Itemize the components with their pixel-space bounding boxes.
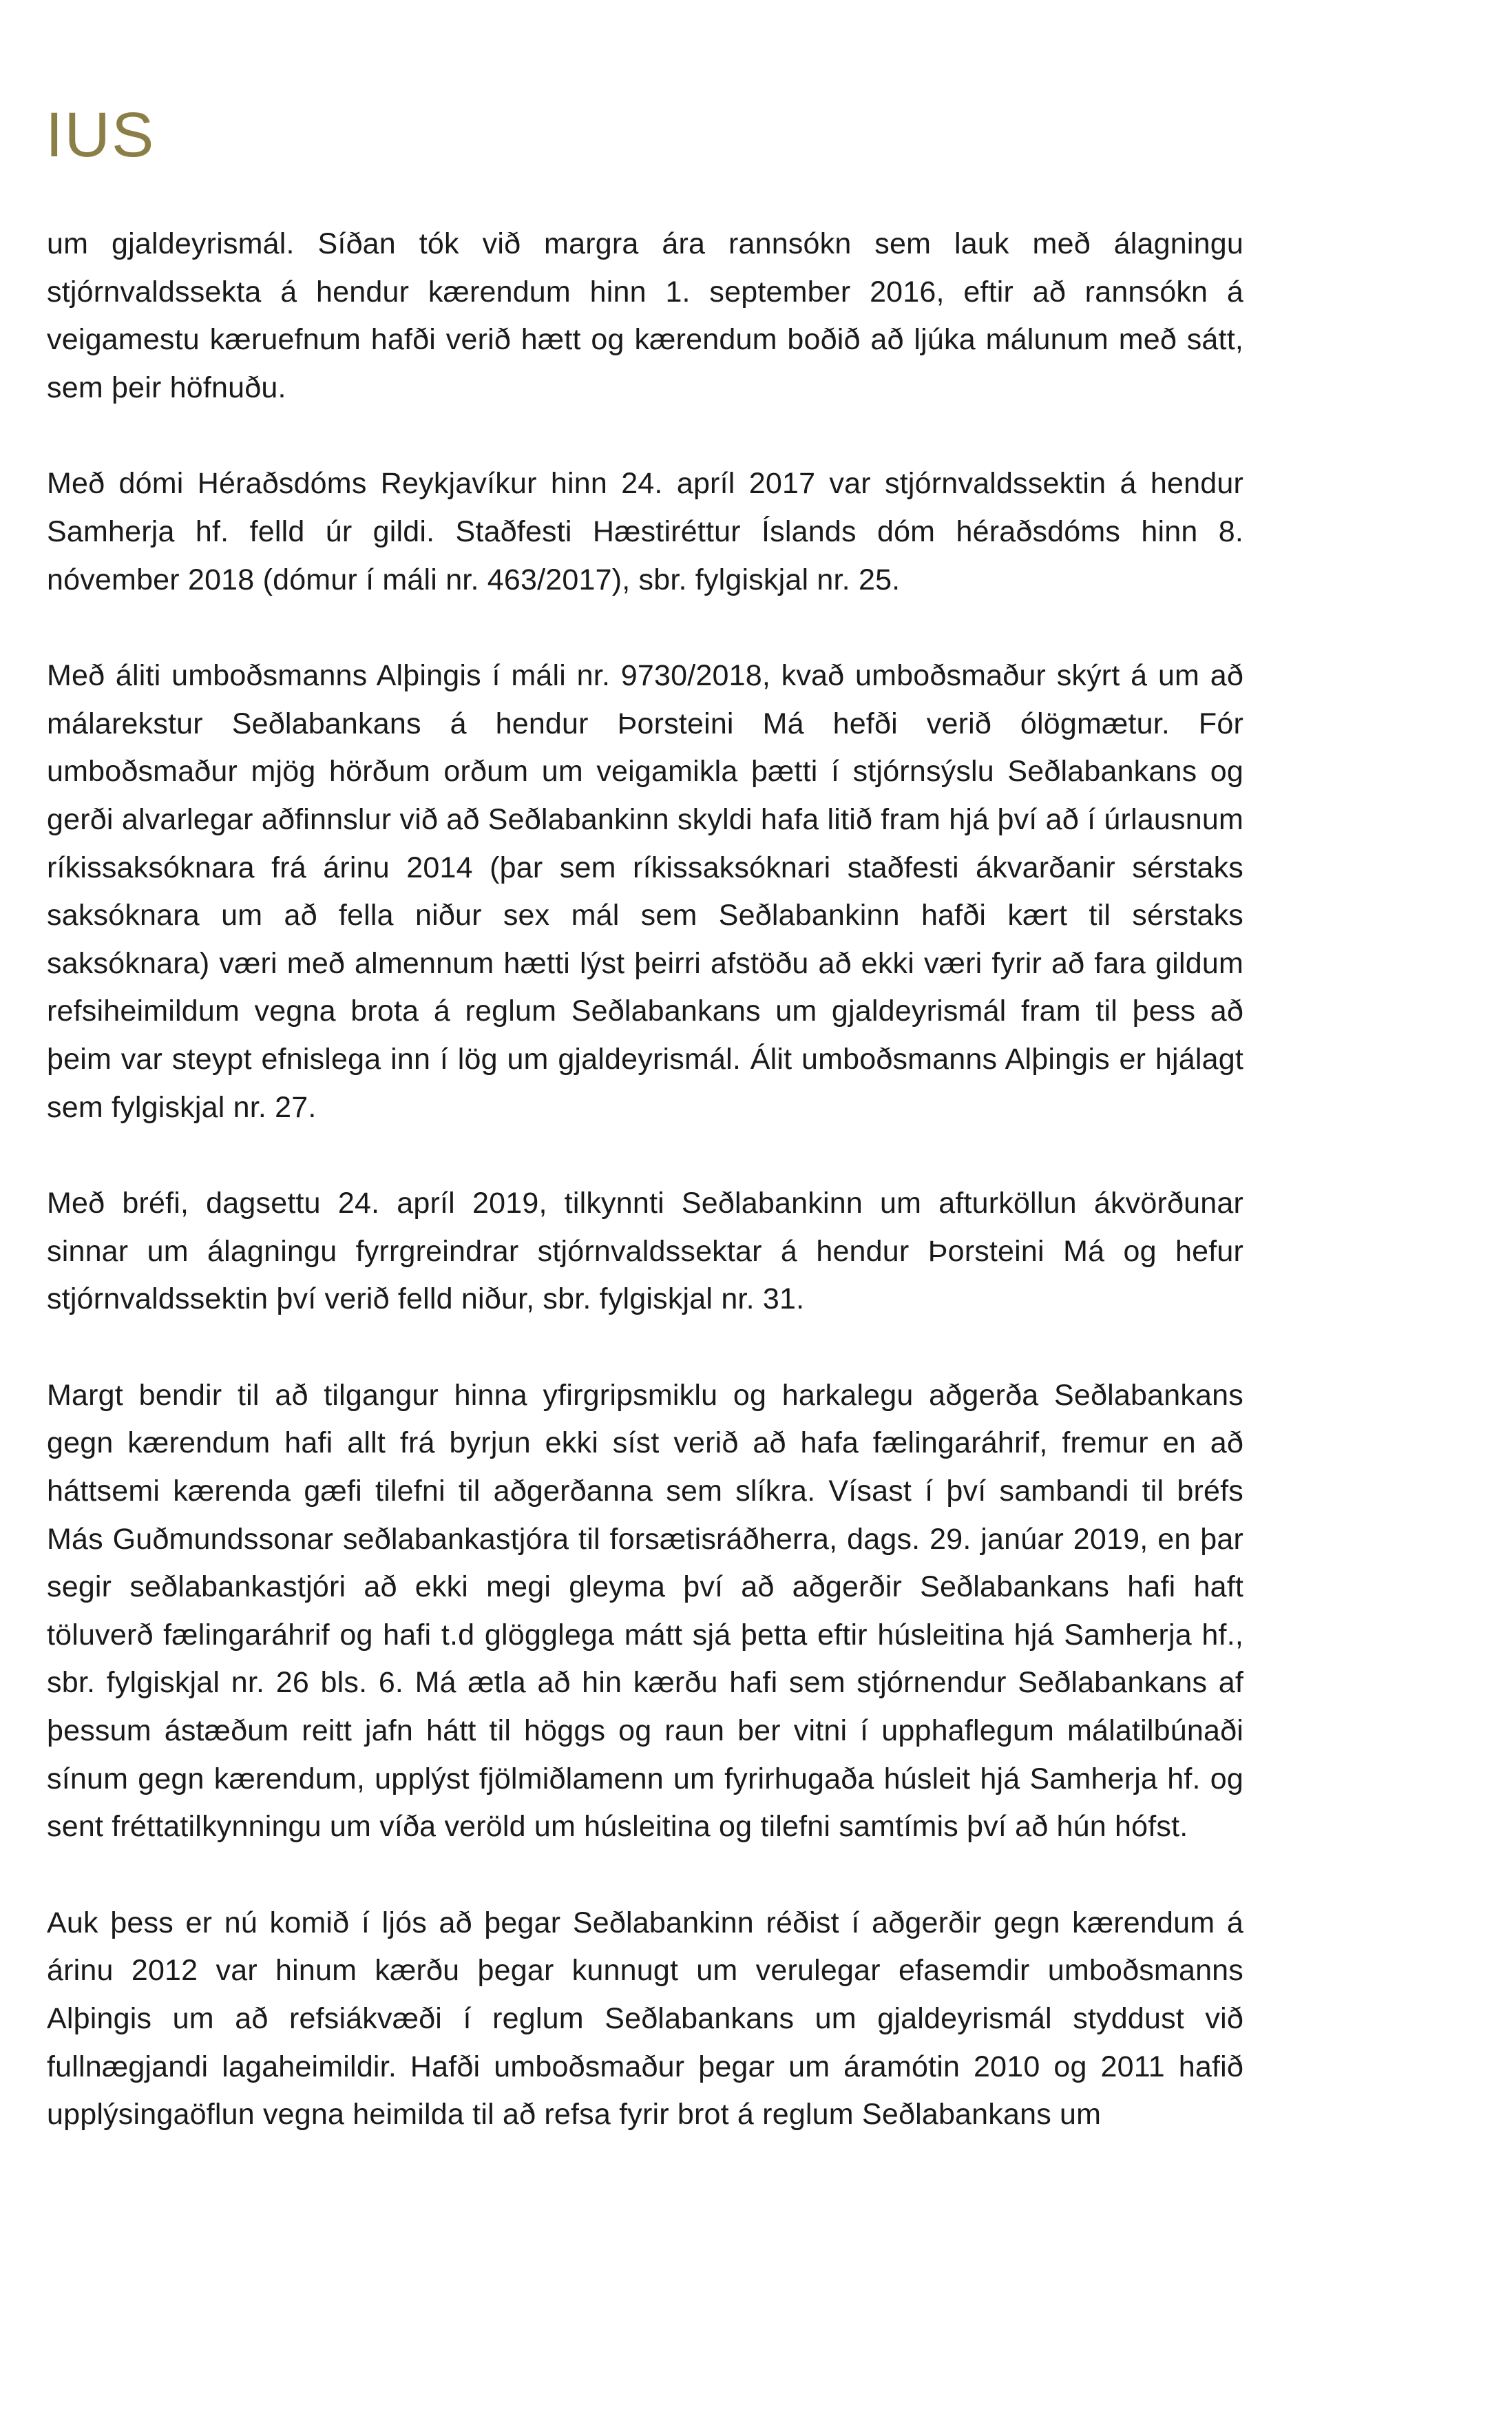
paragraph-5: Margt bendir til að tilgangur hinna yfirgripsmiklu og harkalegu aðgerða Seðlabankans gegn kærendum hafi allt frá byrjun ekki síst verið að hafa fælingaráhrif, fremur en að háttsemi kærenda gæfi tilefni til aðgerðanna sem slíkra. Vísast í því sambandi til bréfs Más Guðmundssonar seðlabankastjóra til forsætisráðherra, dags. 29. janúar 2019, en þar segir seðlabankastjóri að ekki megi gleyma því að aðgerðir Seðlabankans hafi haft töluverð fælingaráhrif og hafi t.d glögglega mátt sjá þetta eftir húsleitina hjá Samherja hf., sbr. fylgiskjal nr. 26 bls. 6. Má ætla að hin kærðu hafi sem stjórnendur Seðlabankans af þessum ástæðum reitt jafn hátt til höggs og raun ber vitni í upphaflegum málatilbúnaði sínum gegn kærendum, upplýst fjölmiðlamenn um fyrirhugaða húsleit hjá Samherja hf. og sent fréttatilkynningu um víða veröld um húsleitina og tilefni samtímis því að hún hófst.: [47, 1378, 1243, 1844]
paragraph-1: um gjaldeyrismál. Síðan tók við margra ára rannsókn sem lauk með álagningu stjórnvaldssekta á hendur kærendum hinn 1. september 2016, eftir að rannsókn á veigamestu kæruefnum hafði verið hætt og kærendum boðið að ljúka málunum með sátt, sem þeir höfnuðu.: [47, 227, 1243, 404]
paragraph-4: Með bréfi, dagsettu 24. apríl 2019, tilkynnti Seðlabankinn um afturköllun ákvörðunar sinnar um álagningu fyrrgreindrar stjórnvaldssektar á hendur Þorsteini Má og hefur stjórnvaldssektin því verið felld niður, sbr. fylgiskjal nr. 31.: [47, 1187, 1243, 1316]
paragraph-6: Auk þess er nú komið í ljós að þegar Seðlabankinn réðist í aðgerðir gegn kærendum á árinu 2012 var hinum kærðu þegar kunnugt um verulegar efasemdir umboðsmanns Alþingis um að refsiákvæði í reglum Seðlabankans um gjaldeyrismál styddust við fullnægjandi lagaheimildir. Hafði umboðsmaður þegar um áramótin 2010 og 2011 hafið upplýsingaöflun vegna heimilda til að refsa fyrir brot á reglum Seðlabankans um: [47, 1906, 1243, 2132]
document-body: [47, 220, 1243, 2187]
ius-logo: IUS: [45, 100, 156, 170]
paragraph-3: Með áliti umboðsmanns Alþingis í máli nr. 9730/2018, kvað umboðsmaður skýrt á um að málarekstur Seðlabankans á hendur Þorsteini Má hefði verið ólögmætur. Fór umboðsmaður mjög hörðum orðum um veigamikla þætti í stjórnsýslu Seðlabankans og gerði alvarlegar aðfinnslur við að Seðlabankinn skyldi hafa litið fram hjá því að í úrlausnum ríkissaksóknara frá árinu 2014 (þar sem ríkissaksóknari staðfesti ákvarðanir sérstaks saksóknara um að fella niður sex mál sem Seðlabankinn hafði kært til sérstaks saksóknara) væri með almennum hætti lýst þeirri afstöðu að ekki væri fyrir að fara gildum refsiheimildum vegna brota á reglum Seðlabankans um gjaldeyrismál fram til þess að þeim var steypt efnislega inn í lög um gjaldeyrismál. Álit umboðsmanns Alþingis er hjálagt sem fylgiskjal nr. 27.: [47, 659, 1243, 1124]
paragraph-2: Með dómi Héraðsdóms Reykjavíkur hinn 24. apríl 2017 var stjórnvaldssektin á hendur Samherja hf. felld úr gildi. Staðfesti Hæstiréttur Íslands dóm héraðsdóms hinn 8. nóvember 2018 (dómur í máli nr. 463/2017), sbr. fylgiskjal nr. 25.: [47, 467, 1243, 596]
